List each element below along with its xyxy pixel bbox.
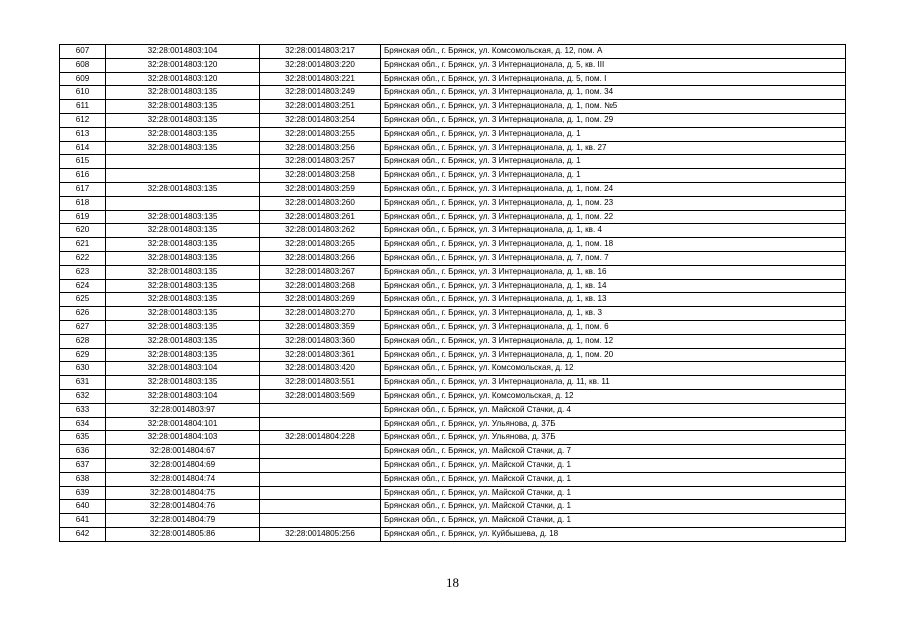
address-cell: Брянская обл., г. Брянск, ул. 3 Интернационала, д. 1, кв. 14 bbox=[381, 279, 846, 293]
parcel-cadastral-number-cell bbox=[106, 155, 260, 169]
parcel-cadastral-number-cell: 32:28:0014803:135 bbox=[106, 210, 260, 224]
object-cadastral-number-cell bbox=[260, 514, 381, 528]
table-row bbox=[60, 431, 846, 445]
table-row bbox=[60, 389, 846, 403]
row-number-cell: 625 bbox=[60, 293, 106, 307]
address-cell: Брянская обл., г. Брянск, ул. 3 Интернационала, д. 7, пом. 7 bbox=[381, 251, 846, 265]
parcel-cadastral-number-cell: 32:28:0014803:135 bbox=[106, 348, 260, 362]
table-row bbox=[60, 417, 846, 431]
address-cell: Брянская обл., г. Брянск, ул. Ульянова, д. 37Б bbox=[381, 417, 846, 431]
address-cell: Брянская обл., г. Брянск, ул. Комсомольская, д. 12 bbox=[381, 389, 846, 403]
object-cadastral-number-cell: 32:28:0014803:420 bbox=[260, 362, 381, 376]
address-cell: Брянская обл., г. Брянск, ул. Майской Стачки, д. 1 bbox=[381, 486, 846, 500]
parcel-cadastral-number-cell: 32:28:0014803:97 bbox=[106, 403, 260, 417]
table-row bbox=[60, 334, 846, 348]
object-cadastral-number-cell: 32:28:0014803:360 bbox=[260, 334, 381, 348]
parcel-cadastral-number-cell: 32:28:0014803:135 bbox=[106, 334, 260, 348]
address-cell: Брянская обл., г. Брянск, ул. Майской Стачки, д. 4 bbox=[381, 403, 846, 417]
parcel-cadastral-number-cell: 32:28:0014803:135 bbox=[106, 320, 260, 334]
object-cadastral-number-cell: 32:28:0014803:262 bbox=[260, 224, 381, 238]
object-cadastral-number-cell: 32:28:0014804:228 bbox=[260, 431, 381, 445]
object-cadastral-number-cell: 32:28:0014803:359 bbox=[260, 320, 381, 334]
address-cell: Брянская обл., г. Брянск, ул. Майской Стачки, д. 1 bbox=[381, 472, 846, 486]
table-row bbox=[60, 141, 846, 155]
address-cell: Брянская обл., г. Брянск, ул. 3 Интернационала, д. 1, пом. 24 bbox=[381, 182, 846, 196]
address-cell: Брянская обл., г. Брянск, ул. 3 Интернационала, д. 1, пом. 6 bbox=[381, 320, 846, 334]
object-cadastral-number-cell bbox=[260, 486, 381, 500]
address-cell: Брянская обл., г. Брянск, ул. 3 Интернационала, д. 5, кв. III bbox=[381, 58, 846, 72]
parcel-cadastral-number-cell: 32:28:0014804:74 bbox=[106, 472, 260, 486]
object-cadastral-number-cell: 32:28:0014803:267 bbox=[260, 265, 381, 279]
parcel-cadastral-number-cell: 32:28:0014803:135 bbox=[106, 238, 260, 252]
object-cadastral-number-cell: 32:28:0014803:256 bbox=[260, 141, 381, 155]
object-cadastral-number-cell: 32:28:0014803:220 bbox=[260, 58, 381, 72]
table-row bbox=[60, 307, 846, 321]
table-row bbox=[60, 196, 846, 210]
parcel-cadastral-number-cell: 32:28:0014804:67 bbox=[106, 445, 260, 459]
row-number-cell: 608 bbox=[60, 58, 106, 72]
table-row bbox=[60, 113, 846, 127]
parcel-cadastral-number-cell: 32:28:0014803:104 bbox=[106, 362, 260, 376]
address-cell: Брянская обл., г. Брянск, ул. Майской Стачки, д. 1 bbox=[381, 514, 846, 528]
object-cadastral-number-cell: 32:28:0014803:261 bbox=[260, 210, 381, 224]
row-number-cell: 622 bbox=[60, 251, 106, 265]
row-number-cell: 607 bbox=[60, 45, 106, 59]
object-cadastral-number-cell: 32:28:0014803:551 bbox=[260, 376, 381, 390]
parcel-cadastral-number-cell: 32:28:0014803:104 bbox=[106, 389, 260, 403]
parcel-cadastral-number-cell: 32:28:0014803:135 bbox=[106, 307, 260, 321]
row-number-cell: 628 bbox=[60, 334, 106, 348]
table-row bbox=[60, 58, 846, 72]
table-row bbox=[60, 348, 846, 362]
table-row bbox=[60, 210, 846, 224]
row-number-cell: 630 bbox=[60, 362, 106, 376]
table-row bbox=[60, 486, 846, 500]
page-number: 18 bbox=[446, 575, 459, 590]
table-row bbox=[60, 86, 846, 100]
table-row bbox=[60, 279, 846, 293]
parcel-cadastral-number-cell: 32:28:0014803:135 bbox=[106, 251, 260, 265]
table-row bbox=[60, 320, 846, 334]
object-cadastral-number-cell bbox=[260, 458, 381, 472]
row-number-cell: 641 bbox=[60, 514, 106, 528]
row-number-cell: 633 bbox=[60, 403, 106, 417]
address-cell: Брянская обл., г. Брянск, ул. 3 Интернационала, д. 1, кв. 16 bbox=[381, 265, 846, 279]
address-cell: Брянская обл., г. Брянск, ул. 3 Интернационала, д. 1 bbox=[381, 155, 846, 169]
address-cell: Брянская обл., г. Брянск, ул. 3 Интернационала, д. 1, кв. 3 bbox=[381, 307, 846, 321]
row-number-cell: 617 bbox=[60, 182, 106, 196]
address-cell: Брянская обл., г. Брянск, ул. 3 Интернационала, д. 1, пом. 20 bbox=[381, 348, 846, 362]
object-cadastral-number-cell bbox=[260, 472, 381, 486]
address-cell: Брянская обл., г. Брянск, ул. 3 Интернационала, д. 5, пом. I bbox=[381, 72, 846, 86]
row-number-cell: 626 bbox=[60, 307, 106, 321]
parcel-cadastral-number-cell: 32:28:0014803:135 bbox=[106, 141, 260, 155]
row-number-cell: 632 bbox=[60, 389, 106, 403]
table-row bbox=[60, 458, 846, 472]
table-row bbox=[60, 445, 846, 459]
address-cell: Брянская обл., г. Брянск, ул. 3 Интернационала, д. 1, кв. 27 bbox=[381, 141, 846, 155]
object-cadastral-number-cell: 32:28:0014803:569 bbox=[260, 389, 381, 403]
row-number-cell: 638 bbox=[60, 472, 106, 486]
address-cell: Брянская обл., г. Брянск, ул. 3 Интернационала, д. 1, кв. 13 bbox=[381, 293, 846, 307]
address-cell: Брянская обл., г. Брянск, ул. 3 Интернационала, д. 1 bbox=[381, 169, 846, 183]
row-number-cell: 640 bbox=[60, 500, 106, 514]
object-cadastral-number-cell: 32:28:0014803:268 bbox=[260, 279, 381, 293]
parcel-cadastral-number-cell: 32:28:0014803:135 bbox=[106, 293, 260, 307]
row-number-cell: 636 bbox=[60, 445, 106, 459]
address-cell: Брянская обл., г. Брянск, ул. 3 Интернационала, д. 1 bbox=[381, 127, 846, 141]
table-row bbox=[60, 127, 846, 141]
address-cell: Брянская обл., г. Брянск, ул. 3 Интернационала, д. 1, пом. 23 bbox=[381, 196, 846, 210]
row-number-cell: 621 bbox=[60, 238, 106, 252]
object-cadastral-number-cell: 32:28:0014803:259 bbox=[260, 182, 381, 196]
parcel-cadastral-number-cell bbox=[106, 169, 260, 183]
row-number-cell: 616 bbox=[60, 169, 106, 183]
row-number-cell: 620 bbox=[60, 224, 106, 238]
row-number-cell: 639 bbox=[60, 486, 106, 500]
parcel-cadastral-number-cell: 32:28:0014804:103 bbox=[106, 431, 260, 445]
object-cadastral-number-cell: 32:28:0014803:361 bbox=[260, 348, 381, 362]
object-cadastral-number-cell: 32:28:0014803:251 bbox=[260, 100, 381, 114]
object-cadastral-number-cell: 32:28:0014803:265 bbox=[260, 238, 381, 252]
parcel-cadastral-number-cell: 32:28:0014803:135 bbox=[106, 182, 260, 196]
address-cell: Брянская обл., г. Брянск, ул. Комсомольская, д. 12, пом. А bbox=[381, 45, 846, 59]
address-cell: Брянская обл., г. Брянск, ул. Ульянова, д. 37Б bbox=[381, 431, 846, 445]
row-number-cell: 631 bbox=[60, 376, 106, 390]
object-cadastral-number-cell: 32:28:0014803:255 bbox=[260, 127, 381, 141]
table-row bbox=[60, 155, 846, 169]
object-cadastral-number-cell: 32:28:0014803:257 bbox=[260, 155, 381, 169]
parcel-cadastral-number-cell: 32:28:0014803:135 bbox=[106, 100, 260, 114]
row-number-cell: 623 bbox=[60, 265, 106, 279]
object-cadastral-number-cell bbox=[260, 445, 381, 459]
table-row bbox=[60, 169, 846, 183]
object-cadastral-number-cell: 32:28:0014803:249 bbox=[260, 86, 381, 100]
address-cell: Брянская обл., г. Брянск, ул. Куйбышева, д. 18 bbox=[381, 527, 846, 541]
row-number-cell: 609 bbox=[60, 72, 106, 86]
parcel-cadastral-number-cell: 32:28:0014804:76 bbox=[106, 500, 260, 514]
table-row bbox=[60, 238, 846, 252]
object-cadastral-number-cell bbox=[260, 500, 381, 514]
table-row bbox=[60, 265, 846, 279]
row-number-cell: 615 bbox=[60, 155, 106, 169]
parcel-cadastral-number-cell: 32:28:0014803:135 bbox=[106, 279, 260, 293]
registry-table-body bbox=[60, 45, 846, 542]
row-number-cell: 618 bbox=[60, 196, 106, 210]
object-cadastral-number-cell: 32:28:0014803:258 bbox=[260, 169, 381, 183]
table-row bbox=[60, 500, 846, 514]
table-row bbox=[60, 362, 846, 376]
address-cell: Брянская обл., г. Брянск, ул. 3 Интернационала, д. 11, кв. 11 bbox=[381, 376, 846, 390]
object-cadastral-number-cell: 32:28:0014803:266 bbox=[260, 251, 381, 265]
row-number-cell: 627 bbox=[60, 320, 106, 334]
parcel-cadastral-number-cell: 32:28:0014803:135 bbox=[106, 224, 260, 238]
parcel-cadastral-number-cell: 32:28:0014803:120 bbox=[106, 72, 260, 86]
object-cadastral-number-cell bbox=[260, 403, 381, 417]
parcel-cadastral-number-cell: 32:28:0014803:135 bbox=[106, 113, 260, 127]
row-number-cell: 642 bbox=[60, 527, 106, 541]
row-number-cell: 614 bbox=[60, 141, 106, 155]
object-cadastral-number-cell: 32:28:0014803:260 bbox=[260, 196, 381, 210]
table-row bbox=[60, 182, 846, 196]
object-cadastral-number-cell: 32:28:0014803:254 bbox=[260, 113, 381, 127]
parcel-cadastral-number-cell: 32:28:0014803:120 bbox=[106, 58, 260, 72]
row-number-cell: 613 bbox=[60, 127, 106, 141]
table-row bbox=[60, 376, 846, 390]
object-cadastral-number-cell: 32:28:0014803:270 bbox=[260, 307, 381, 321]
table-row bbox=[60, 472, 846, 486]
row-number-cell: 635 bbox=[60, 431, 106, 445]
table-row bbox=[60, 514, 846, 528]
parcel-cadastral-number-cell: 32:28:0014803:135 bbox=[106, 265, 260, 279]
address-cell: Брянская обл., г. Брянск, ул. 3 Интернационала, д. 1, кв. 4 bbox=[381, 224, 846, 238]
address-cell: Брянская обл., г. Брянск, ул. Комсомольская, д. 12 bbox=[381, 362, 846, 376]
address-cell: Брянская обл., г. Брянск, ул. 3 Интернационала, д. 1, пом. 12 bbox=[381, 334, 846, 348]
row-number-cell: 619 bbox=[60, 210, 106, 224]
registry-table bbox=[59, 44, 846, 542]
parcel-cadastral-number-cell bbox=[106, 196, 260, 210]
parcel-cadastral-number-cell: 32:28:0014804:101 bbox=[106, 417, 260, 431]
parcel-cadastral-number-cell: 32:28:0014805:86 bbox=[106, 527, 260, 541]
object-cadastral-number-cell: 32:28:0014803:221 bbox=[260, 72, 381, 86]
row-number-cell: 624 bbox=[60, 279, 106, 293]
table-row bbox=[60, 224, 846, 238]
row-number-cell: 610 bbox=[60, 86, 106, 100]
table-row bbox=[60, 403, 846, 417]
address-cell: Брянская обл., г. Брянск, ул. Майской Стачки, д. 7 bbox=[381, 445, 846, 459]
row-number-cell: 634 bbox=[60, 417, 106, 431]
object-cadastral-number-cell bbox=[260, 417, 381, 431]
address-cell: Брянская обл., г. Брянск, ул. Майской Стачки, д. 1 bbox=[381, 458, 846, 472]
table-row bbox=[60, 45, 846, 59]
parcel-cadastral-number-cell: 32:28:0014804:69 bbox=[106, 458, 260, 472]
address-cell: Брянская обл., г. Брянск, ул. 3 Интернационала, д. 1, пом. 29 bbox=[381, 113, 846, 127]
table-row bbox=[60, 527, 846, 541]
row-number-cell: 612 bbox=[60, 113, 106, 127]
address-cell: Брянская обл., г. Брянск, ул. 3 Интернационала, д. 1, пом. №5 bbox=[381, 100, 846, 114]
object-cadastral-number-cell: 32:28:0014805:256 bbox=[260, 527, 381, 541]
row-number-cell: 637 bbox=[60, 458, 106, 472]
table-row bbox=[60, 100, 846, 114]
object-cadastral-number-cell: 32:28:0014803:269 bbox=[260, 293, 381, 307]
object-cadastral-number-cell: 32:28:0014803:217 bbox=[260, 45, 381, 59]
parcel-cadastral-number-cell: 32:28:0014804:79 bbox=[106, 514, 260, 528]
parcel-cadastral-number-cell: 32:28:0014803:104 bbox=[106, 45, 260, 59]
parcel-cadastral-number-cell: 32:28:0014804:75 bbox=[106, 486, 260, 500]
parcel-cadastral-number-cell: 32:28:0014803:135 bbox=[106, 127, 260, 141]
table-row bbox=[60, 251, 846, 265]
table-row bbox=[60, 293, 846, 307]
parcel-cadastral-number-cell: 32:28:0014803:135 bbox=[106, 86, 260, 100]
table-row bbox=[60, 72, 846, 86]
address-cell: Брянская обл., г. Брянск, ул. 3 Интернационала, д. 1, пом. 18 bbox=[381, 238, 846, 252]
address-cell: Брянская обл., г. Брянск, ул. Майской Стачки, д. 1 bbox=[381, 500, 846, 514]
row-number-cell: 611 bbox=[60, 100, 106, 114]
address-cell: Брянская обл., г. Брянск, ул. 3 Интернационала, д. 1, пом. 22 bbox=[381, 210, 846, 224]
parcel-cadastral-number-cell: 32:28:0014803:135 bbox=[106, 376, 260, 390]
row-number-cell: 629 bbox=[60, 348, 106, 362]
address-cell: Брянская обл., г. Брянск, ул. 3 Интернационала, д. 1, пом. 34 bbox=[381, 86, 846, 100]
